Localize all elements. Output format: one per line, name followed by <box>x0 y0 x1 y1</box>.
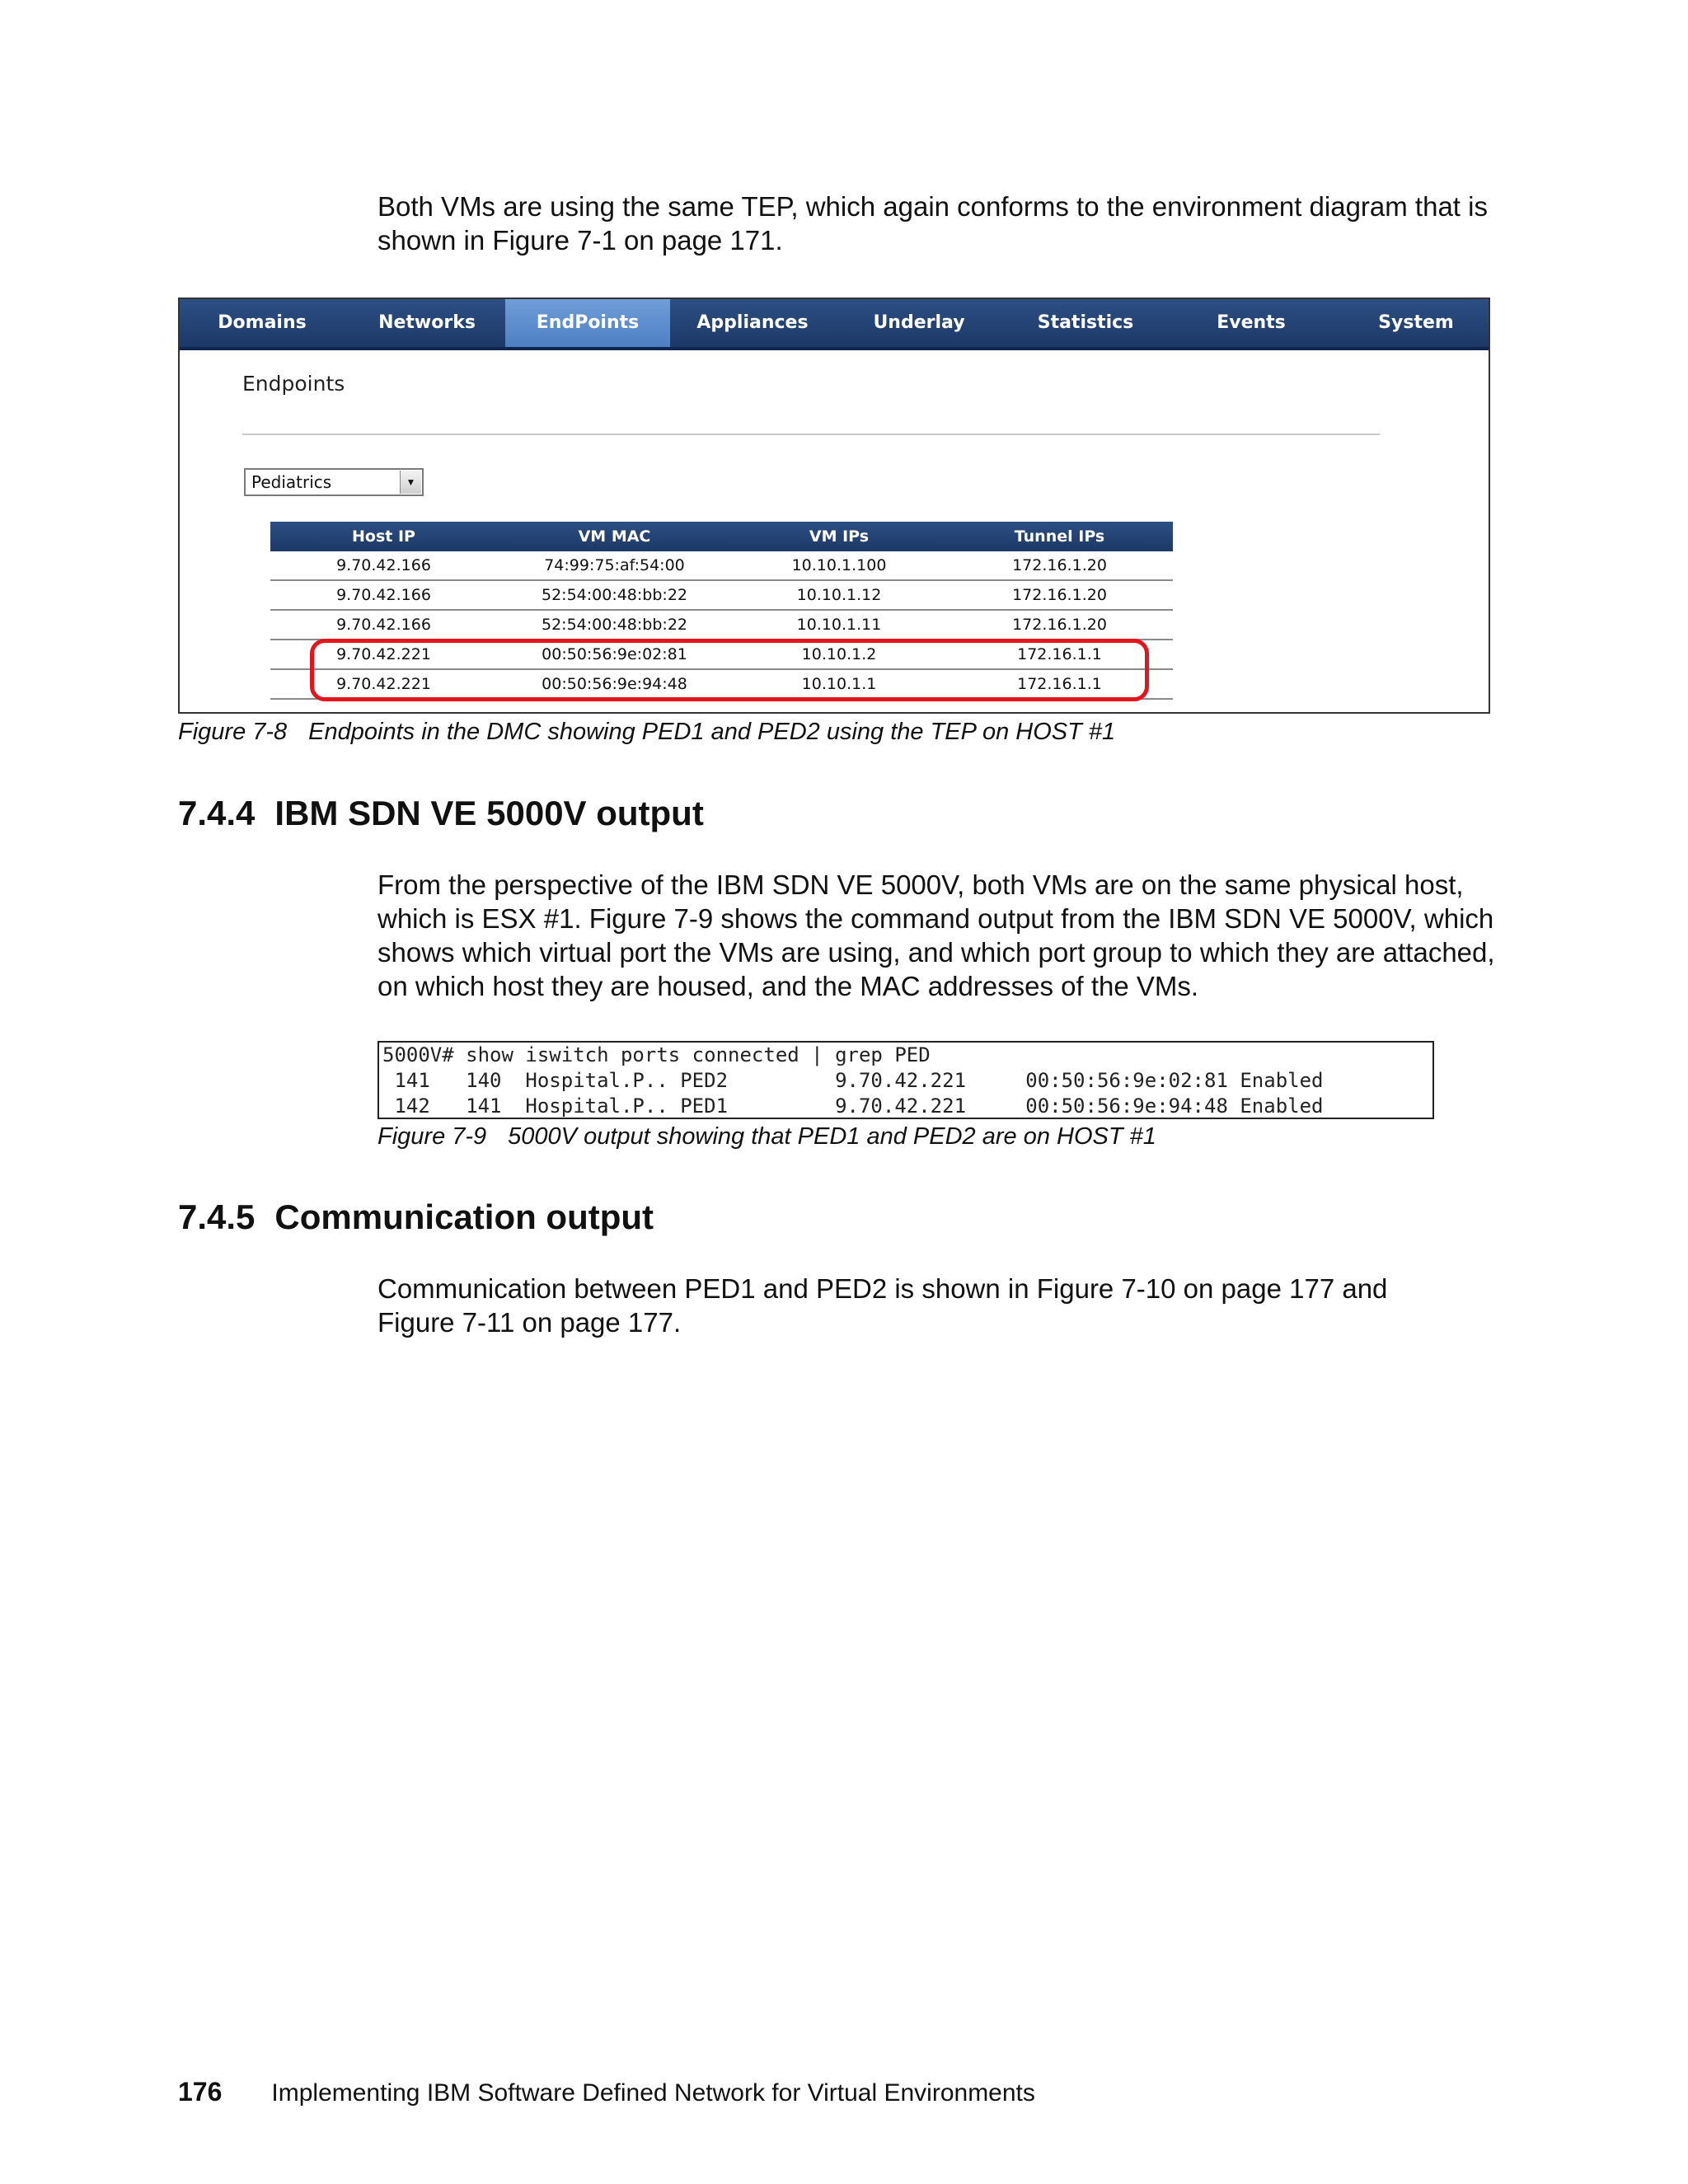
section-title: Communication output <box>274 1197 654 1236</box>
section-heading-7-4-4 <box>178 794 704 833</box>
text-line: Figure 7-11 on page 177. <box>377 1307 682 1338</box>
cell-vm-mac: 00:50:56:9e:02:81 <box>497 640 732 669</box>
nav-tab-underlay[interactable]: Underlay <box>873 312 965 333</box>
book-title: Implementing IBM Software Defined Network for Virtual Environments <box>271 2079 1035 2107</box>
table-row[interactable] <box>270 551 1173 580</box>
figure-7-8-caption <box>178 719 1115 746</box>
caption-label: Figure 7-8 <box>178 719 288 745</box>
caption-text: 5000V output showing that PED1 and PED2 are on HOST #1 <box>508 1123 1156 1150</box>
section-7-4-5-paragraph <box>377 1272 1515 1339</box>
cell-tunnel-ips: 172.16.1.20 <box>946 610 1173 640</box>
column-header-host-ip[interactable]: Host IP <box>270 522 497 551</box>
cell-host-ip: 9.70.42.221 <box>270 669 497 699</box>
page-footer <box>178 2077 1035 2107</box>
domain-select[interactable] <box>244 468 424 496</box>
nav-tab-endpoints[interactable]: EndPoints <box>505 299 670 347</box>
nav-tab-domains[interactable]: Domains <box>218 312 307 333</box>
cell-tunnel-ips: 172.16.1.20 <box>946 580 1173 610</box>
console-line: 141 140 Hospital.P.. PED2 9.70.42.221 00:50:56:9e:02:81 Enabled <box>382 1069 1324 1092</box>
section-number: 7.4.4 <box>178 794 256 832</box>
nav-tab-events[interactable]: Events <box>1217 312 1286 333</box>
column-header-tunnel-ips[interactable]: Tunnel IPs <box>946 522 1173 551</box>
cell-host-ip: 9.70.42.166 <box>270 610 497 640</box>
text-line: which is ESX #1. Figure 7-9 shows the command output from the IBM SDN VE 5000V, which <box>377 903 1494 934</box>
section-7-4-4-paragraph <box>377 868 1515 1003</box>
section-number: 7.4.5 <box>178 1197 256 1236</box>
page-number: 176 <box>178 2077 223 2107</box>
text-line: on which host they are housed, and the MAC addresses of the VMs. <box>377 971 1199 1001</box>
cell-vm-mac: 00:50:56:9e:94:48 <box>497 669 732 699</box>
cell-host-ip: 9.70.42.166 <box>270 551 497 580</box>
divider <box>242 434 1380 435</box>
cell-vm-mac: 52:54:00:48:bb:22 <box>497 610 732 640</box>
section-title: IBM SDN VE 5000V output <box>274 794 704 832</box>
cell-host-ip: 9.70.42.166 <box>270 580 497 610</box>
cell-vm-ips: 10.10.1.2 <box>732 640 946 669</box>
top-nav-bar <box>180 299 1489 350</box>
caption-text: Endpoints in the DMC showing PED1 and PED2 using the TEP on HOST #1 <box>308 719 1116 745</box>
text-line: shows which virtual port the VMs are using, and which port group to which they are attached, <box>377 937 1495 968</box>
column-header-vm-ips[interactable]: VM IPs <box>732 522 946 551</box>
cell-tunnel-ips: 172.16.1.20 <box>946 551 1173 580</box>
nav-tab-system[interactable]: System <box>1378 312 1454 333</box>
cell-vm-ips: 10.10.1.11 <box>732 610 946 640</box>
table-row[interactable] <box>270 580 1173 610</box>
nav-tab-networks[interactable]: Networks <box>378 312 476 333</box>
console-output <box>377 1041 1434 1119</box>
console-line: 142 141 Hospital.P.. PED1 9.70.42.221 00:50:56:9e:94:48 Enabled <box>382 1094 1324 1118</box>
text-line: From the perspective of the IBM SDN VE 5000V, both VMs are on the same physical host, <box>377 869 1464 900</box>
red-highlight-annotation <box>310 639 1149 701</box>
caption-label: Figure 7-9 <box>377 1123 487 1150</box>
cell-vm-ips: 10.10.1.1 <box>732 669 946 699</box>
endpoints-title: Endpoints <box>242 372 345 396</box>
domain-select-value: Pediatrics <box>251 472 332 492</box>
cell-vm-mac: 52:54:00:48:bb:22 <box>497 580 732 610</box>
cell-vm-mac: 74:99:75:af:54:00 <box>497 551 732 580</box>
text-line: Both VMs are using the same TEP, which again conforms to the environment diagram that is <box>377 191 1488 222</box>
figure-7-9-caption <box>377 1123 1156 1151</box>
cell-tunnel-ips: 172.16.1.1 <box>946 669 1173 699</box>
text-line: shown in Figure 7-1 on page 171. <box>377 225 783 255</box>
chevron-down-icon[interactable]: ▼ <box>400 471 421 494</box>
cell-host-ip: 9.70.42.221 <box>270 640 497 669</box>
table-row[interactable] <box>270 610 1173 640</box>
nav-tab-appliances[interactable]: Appliances <box>696 312 809 333</box>
column-header-vm-mac[interactable]: VM MAC <box>497 522 732 551</box>
text-line: Communication between PED1 and PED2 is shown in Figure 7-10 on page 177 and <box>377 1273 1388 1304</box>
dmc-endpoints-screenshot <box>178 298 1490 714</box>
cell-vm-ips: 10.10.1.12 <box>732 580 946 610</box>
section-heading-7-4-5 <box>178 1197 654 1237</box>
table-header-row <box>270 522 1173 551</box>
console-line: 5000V# show iswitch ports connected | grep PED <box>382 1043 931 1066</box>
nav-tab-statistics[interactable]: Statistics <box>1037 312 1134 333</box>
cell-tunnel-ips: 172.16.1.1 <box>946 640 1173 669</box>
intro-paragraph <box>377 190 1515 257</box>
cell-vm-ips: 10.10.1.100 <box>732 551 946 580</box>
